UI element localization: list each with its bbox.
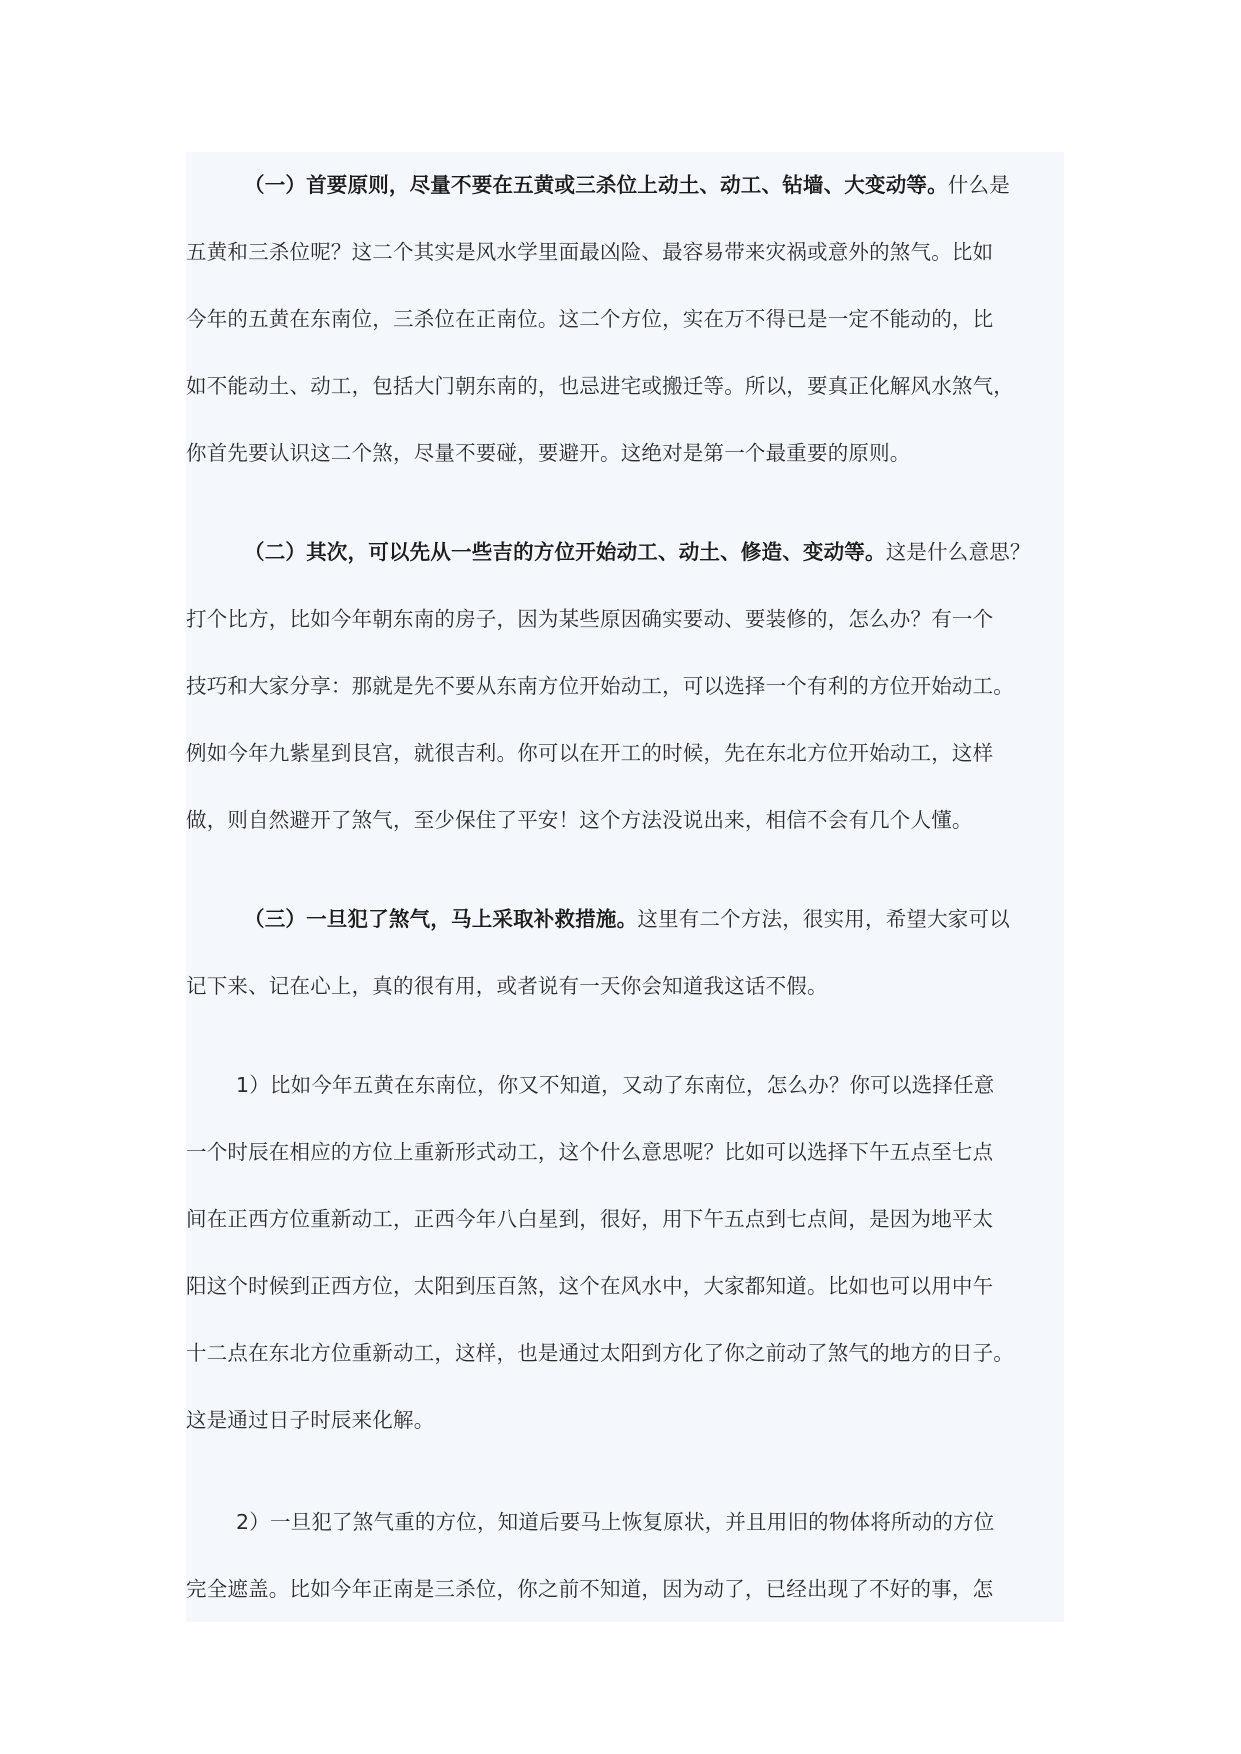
- paragraph-line: [186, 886, 1070, 953]
- paragraph-line: 间在正西方位重新动工，正西今年八白星到，很好，用下午五点到七点间，是因为地平太: [186, 1207, 994, 1231]
- bold-heading: （二）其次，可以先从一些吉的方位开始动工、动土、修造、变动等。: [244, 540, 886, 564]
- paragraph-line: 打个比方，比如今年朝东南的房子，因为某些原因确实要动、要装修的，怎么办？有一个: [186, 607, 994, 631]
- paragraph-line: 一个时辰在相应的方位上重新形式动工，这个什么意思呢？比如可以选择下午五点至七点: [186, 1140, 994, 1164]
- line-text: 这里有二个方法，很实用，希望大家可以: [637, 907, 1010, 931]
- paragraph-line: 十二点在东北方位重新动工，这样，也是通过太阳到方化了你之前动了煞气的地方的日子。: [186, 1341, 1014, 1365]
- paragraph-line: 例如今年九紫星到艮宫，就很吉利。你可以在开工的时候，先在东北方位开始动工，这样: [186, 741, 994, 765]
- paragraph-line: 这是通过日子时辰来化解。: [186, 1408, 435, 1432]
- line-text: 什么是: [947, 173, 1010, 197]
- paragraph-remedy-1: [186, 1052, 1070, 1454]
- paragraph-principle-3: [186, 886, 1070, 1020]
- paragraph-line: 记下来、记在心上，真的很有用，或者说有一天你会知道我这话不假。: [186, 974, 828, 998]
- paragraph-line: 2）一旦犯了煞气重的方位，知道后要马上恢复原状，并且用旧的物体将所动的方位: [236, 1510, 995, 1534]
- paragraph-line: 阳这个时候到正西方位，太阳到压百煞，这个在风水中，大家都知道。比如也可以用中午: [186, 1274, 994, 1298]
- paragraph-line: 完全遮盖。比如今年正南是三杀位，你之前不知道，因为动了，已经出现了不好的事，怎: [186, 1577, 994, 1601]
- paragraph-line: 如不能动土、动工，包括大门朝东南的，也忌进宅或搬迁等。所以，要真正化解风水煞气，: [186, 374, 1014, 398]
- paragraph-line: 1）比如今年五黄在东南位，你又不知道，又动了东南位，怎么办？你可以选择任意: [236, 1073, 995, 1097]
- paragraph-line: 今年的五黄在东南位，三杀位在正南位。这二个方位，实在万不得已是一定不能动的，比: [186, 307, 994, 331]
- bold-heading: （一）首要原则，尽量不要在五黄或三杀位上动土、动工、钻墙、大变动等。: [244, 173, 948, 197]
- paragraph-remedy-2: [186, 1489, 1070, 1623]
- bold-heading: （三）一旦犯了煞气，马上采取补救措施。: [244, 907, 638, 931]
- paragraph-principle-1: [186, 152, 1070, 487]
- paragraph-line: 技巧和大家分享：那就是先不要从东南方位开始动工，可以选择一个有利的方位开始动工。: [186, 674, 1014, 698]
- paragraph-line: 做，则自然避开了煞气，至少保住了平安！这个方法没说出来，相信不会有几个人懂。: [186, 808, 973, 832]
- paragraph-line: 你首先要认识这二个煞，尽量不要碰，要避开。这绝对是第一个最重要的原则。: [186, 441, 911, 465]
- paragraph-line: [186, 519, 1070, 586]
- paragraph-line: 五黄和三杀位呢？这二个其实是风水学里面最凶险、最容易带来灾祸或意外的煞气。比如: [186, 240, 994, 264]
- paragraph-line: [186, 152, 1070, 219]
- line-text: 这是什么意思？: [885, 540, 1031, 564]
- paragraph-principle-2: [186, 519, 1070, 854]
